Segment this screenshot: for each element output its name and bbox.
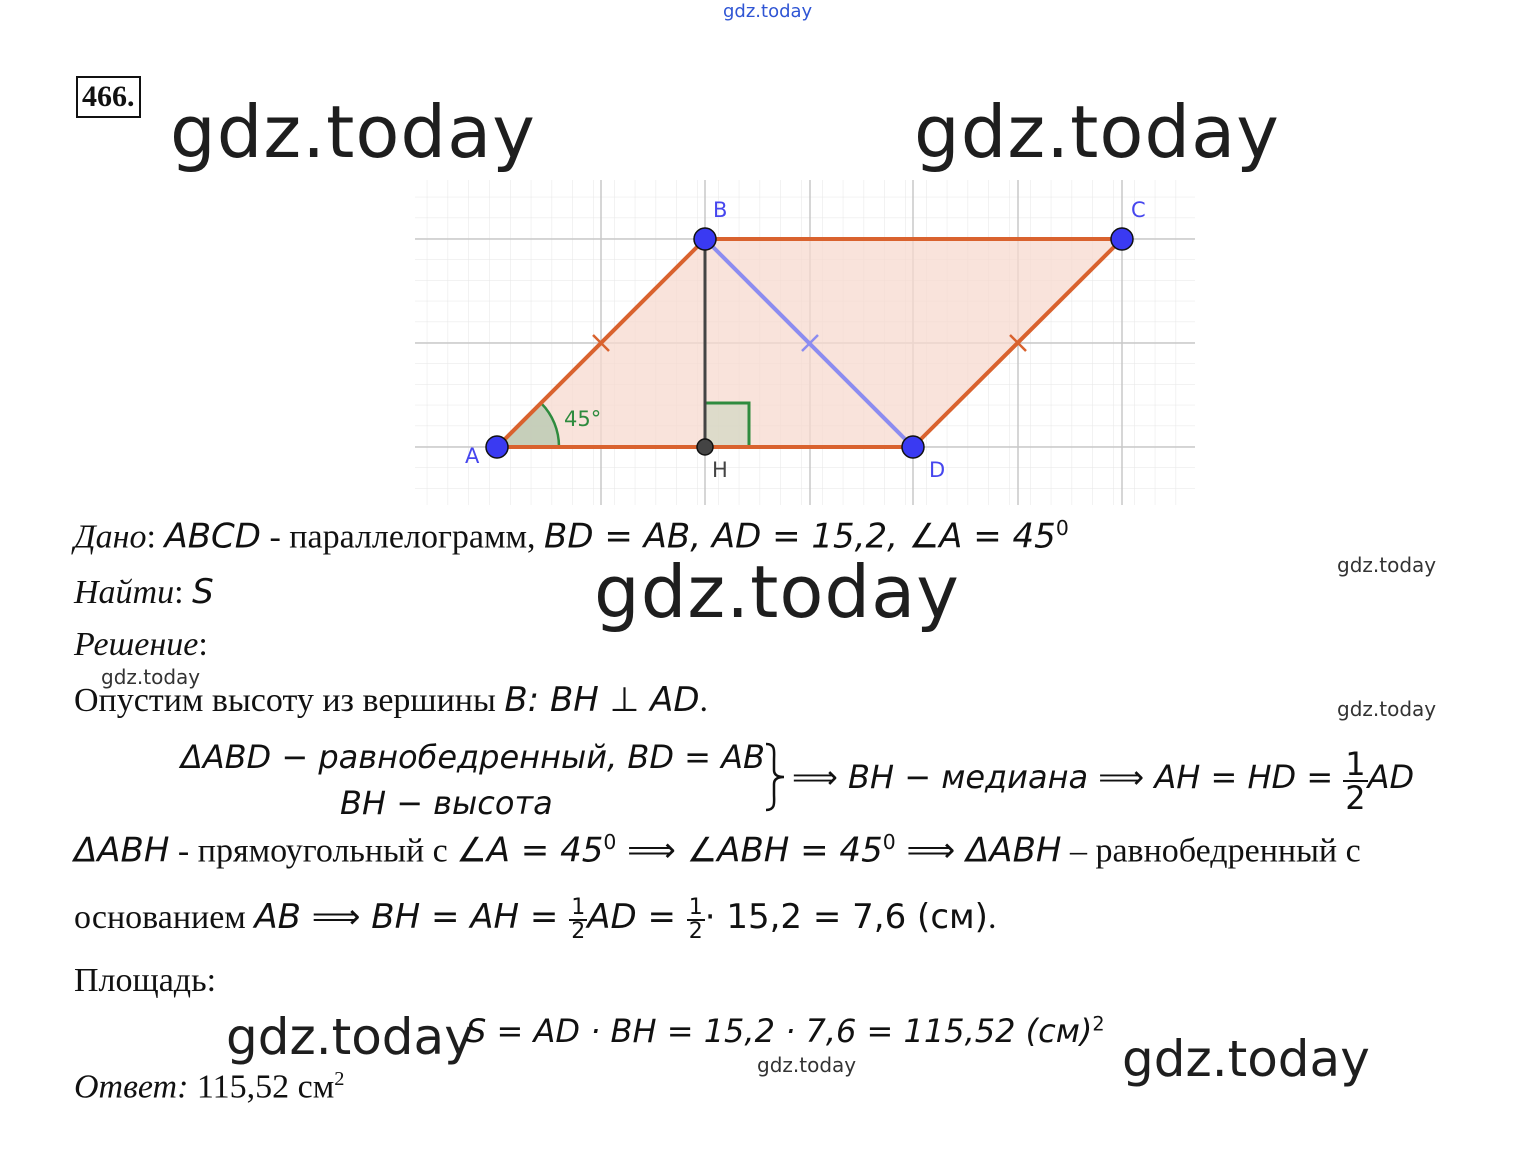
brace-row-2: [340, 784, 553, 822]
step-2-text: - прямоугольный с: [169, 832, 457, 870]
fraction-2: $\frac{1}{2}$: [688, 895, 703, 945]
brace-row-1-text: ΔABD − равнобедренный, BD = AB: [180, 738, 765, 776]
step-2-exp-1: 0: [603, 830, 617, 854]
step-1-line: [74, 680, 708, 720]
brace-row-1: [145, 738, 765, 776]
step-3-tail: .: [987, 899, 997, 936]
label-b: B: [713, 198, 728, 222]
area-exp: 2: [1092, 1012, 1105, 1036]
label-a: A: [465, 444, 480, 468]
watermark-big-left: gdz.today: [170, 90, 536, 174]
area-label: Площадь:: [74, 962, 217, 999]
given-label: Дано: [74, 518, 147, 556]
step-2-triangle: ΔABH: [74, 830, 170, 871]
answer-label: Ответ:: [74, 1068, 189, 1106]
label-d: D: [929, 458, 946, 482]
step-2-exp-2: 0: [882, 830, 896, 854]
step-2-angle-a: ∠A = 45: [456, 830, 604, 871]
answer-exp: 2: [334, 1068, 345, 1090]
step-2-line: [74, 830, 1361, 870]
step-2-conclusion: – равнобедренный с: [1061, 832, 1361, 870]
step-3-text: основанием: [74, 899, 255, 936]
step-1-math: B: BH ⊥ AD: [504, 680, 700, 720]
label-c: C: [1131, 198, 1146, 222]
given-line: Дано: ABCD - параллелограмм, BD = AB, AD = 15,2, ∠A = $45^0$: [74, 516, 1069, 557]
answer-line: [74, 1068, 344, 1106]
watermark-small-left: gdz.today: [101, 665, 201, 689]
watermark-big-right: gdz.today: [914, 90, 1280, 174]
brace-fraction: $\frac{1}{2}$: [1345, 744, 1366, 817]
parallelogram-figure: [410, 180, 1200, 510]
watermark-med-left: gdz.today: [226, 1008, 474, 1066]
area-formula-line: [466, 1012, 1105, 1050]
answer-value: 115,52 см: [188, 1068, 335, 1106]
watermark-small-right-1: gdz.today: [1337, 553, 1437, 577]
step-2-angle-abh: ⟹ ∠ABH = 45: [616, 830, 883, 871]
label-h: H: [712, 458, 728, 482]
brace-result-text: ⟹ BH − медиана ⟹ AH = HD =: [792, 758, 1344, 796]
watermark-top: gdz.today: [723, 1, 813, 22]
brace-row-2-text: BH − высота: [340, 784, 553, 822]
step-1-text: Опустим высоту из вершины: [74, 682, 505, 719]
step-3-math: AB ⟹ BH = AH =: [254, 897, 570, 937]
find-value: S: [192, 572, 214, 612]
brace-result: [792, 734, 1414, 820]
step-2-triangle-2: ⟹ ΔABH: [895, 830, 1062, 871]
right-angle-marker: [705, 403, 749, 447]
step-3-line: [74, 886, 996, 949]
watermark-big-center: gdz.today: [594, 550, 960, 634]
given-shape: ABCD: [164, 516, 261, 557]
find-label: Найти: [74, 574, 175, 611]
angle-label: 45°: [564, 407, 602, 431]
brace-tail: AD: [1367, 758, 1415, 796]
given-text: - параллелограмм,: [260, 518, 545, 556]
solution-line: Решение:: [74, 626, 208, 663]
fraction-1: $\frac{1}{2}$: [571, 895, 586, 945]
given-conditions: BD = AB, AD = 15,2, ∠A = 45: [544, 516, 1056, 557]
problem-number: 466.: [76, 76, 141, 118]
area-formula: S = AD · BH = 15,2 · 7,6 = 115,52 (см): [466, 1012, 1093, 1050]
watermark-small-right-2: gdz.today: [1337, 697, 1437, 721]
step-3-result: · 15,2 = 7,6 (см): [704, 897, 988, 937]
watermark-med-right: gdz.today: [1122, 1030, 1370, 1088]
step-3-math-2: AD =: [587, 897, 687, 937]
step-1-tail: .: [699, 682, 709, 719]
find-line: Найти: S: [74, 572, 214, 612]
given-exp: 0: [1055, 516, 1069, 540]
watermark-small-bottom: gdz.today: [757, 1053, 857, 1077]
curly-brace: [762, 742, 788, 812]
solution-label: Решение: [74, 626, 199, 663]
point-h: [697, 439, 713, 455]
